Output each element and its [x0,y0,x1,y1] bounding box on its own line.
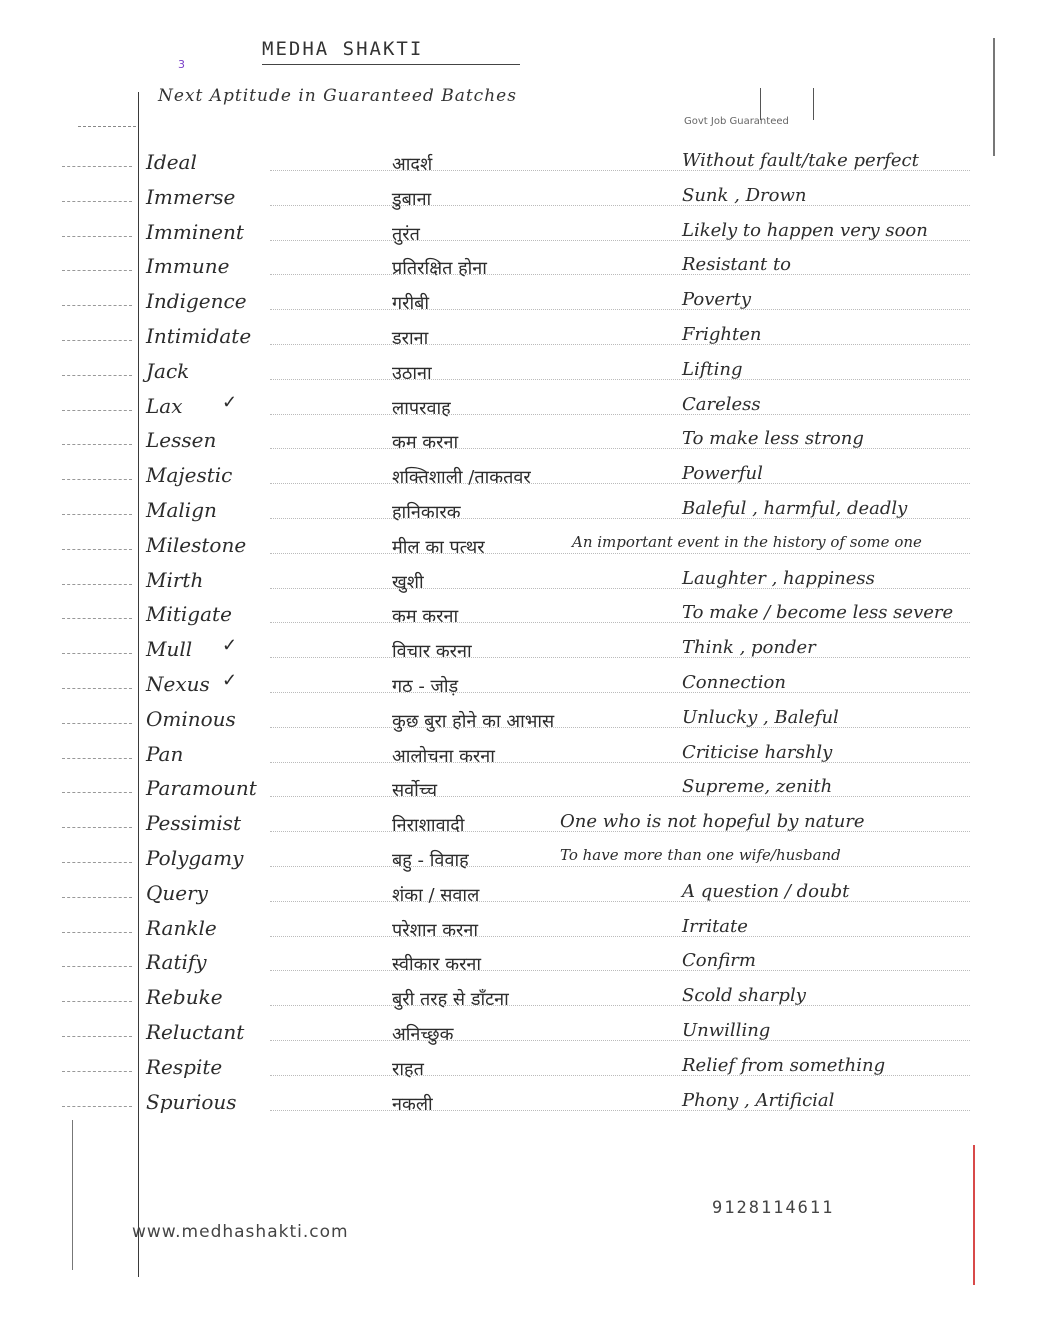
hindi-meaning: प्रतिरक्षित होना [392,258,487,280]
dotted-leader [270,901,970,902]
english-word: Lax [146,393,183,418]
hindi-meaning: हानिकारक [392,502,461,523]
hindi-meaning: गरीबी [392,293,430,315]
margin-tick [62,1071,132,1072]
list-item [0,252,1045,286]
list-item [0,531,1045,565]
list-item [0,774,1045,808]
english-word: Spurious [146,1089,237,1114]
english-meaning: Scold sharply [682,985,806,1007]
hindi-meaning: बुरी तरह से डाँटना [392,989,509,1011]
english-word: Reluctant [146,1020,245,1044]
english-word: Respite [146,1054,223,1079]
dotted-leader [270,205,970,206]
list-item [0,1018,1045,1052]
english-word: Intimidate [146,324,252,348]
margin-tick [62,758,132,759]
english-meaning: Unlucky , Baleful [682,706,839,728]
dotted-leader [270,727,970,728]
hindi-meaning: खुशी [392,571,424,593]
english-word: Ominous [146,706,236,731]
english-meaning: Sunk , Drown [682,184,807,206]
list-item [0,670,1045,704]
english-meaning: Frighten [682,324,762,345]
dotted-leader [270,448,970,449]
english-word: Ratify [146,950,207,975]
footer-phone: 9128114611 [712,1198,835,1218]
dotted-leader [270,414,970,415]
dotted-leader [270,936,970,937]
hindi-meaning: विचार करना [392,641,472,663]
margin-tick [62,688,132,689]
dotted-leader [270,309,970,310]
english-meaning: An important event in the history of some one [572,532,922,551]
english-meaning: Baleful , harmful, deadly [682,498,908,519]
english-meaning: Think , ponder [682,637,816,659]
hindi-meaning: राहत [392,1058,424,1080]
margin-tick [62,305,132,306]
english-word: Nexus [146,672,210,696]
dotted-leader [270,379,970,380]
english-meaning: Relief from something [682,1054,886,1076]
english-meaning: A question / doubt [682,880,850,902]
english-meaning: One who is not hopeful by nature [560,811,865,833]
english-meaning: To make / become less severe [682,602,954,624]
english-word: Mitigate [146,602,232,627]
english-meaning: Resistant to [682,254,792,276]
margin-tick [62,549,132,550]
hindi-meaning: आदर्श [392,154,433,175]
margin-tick [62,340,132,341]
dotted-leader [270,657,970,658]
list-item [0,183,1045,217]
margin-tick [62,410,132,411]
hindi-meaning: स्वीकार करना [392,954,482,976]
margin-tick [62,862,132,863]
english-meaning: Lifting [682,358,743,380]
dotted-leader [270,483,970,484]
english-meaning: Without fault/take perfect [682,150,919,171]
hindi-meaning: उठाना [392,362,432,384]
english-meaning: Supreme, zenith [682,776,833,798]
list-item [0,600,1045,634]
english-meaning: Criticise harshly [682,741,833,763]
english-word: Immerse [146,184,236,209]
english-meaning: To make less strong [682,428,864,450]
dotted-leader [270,796,970,797]
english-meaning: To have more than one wife/husband [560,846,841,864]
dotted-leader [270,553,970,554]
hindi-meaning: कुछ बुरा होने का आभास [392,710,555,732]
english-meaning: Powerful [682,463,763,485]
margin-tick [62,166,132,167]
hindi-meaning: निराशावादी [392,815,465,837]
hindi-meaning: कम करना [392,606,459,628]
page-edge [993,38,995,156]
stamp-note: Govt Job Guaranteed [684,116,789,127]
hindi-meaning: डराना [392,328,429,349]
english-word: Pessimist [146,811,241,836]
checkmark-icon: ✓ [222,635,238,657]
english-word: Milestone [146,532,247,557]
checkmark-icon: ✓ [222,670,238,691]
list-item [0,218,1045,252]
list-item [0,461,1045,495]
list-item [0,496,1045,530]
margin-tick [62,1106,132,1107]
english-word: Indigence [146,289,247,314]
list-item [0,1053,1045,1087]
margin-tick [62,514,132,515]
margin-tick [62,444,132,445]
dotted-leader [270,1040,970,1041]
english-word: Malign [146,498,217,522]
page-title: MEDHA SHAKTI [262,38,424,60]
margin-tick [62,584,132,585]
margin-tick [62,653,132,654]
margin-tick [62,1001,132,1002]
footer-url: www.medhashakti.com [132,1222,349,1242]
dotted-leader [270,762,970,763]
hindi-meaning: गठ - जोड़ [392,676,459,697]
english-word: Rankle [146,915,217,940]
margin-tick [62,201,132,202]
list-item [0,740,1045,774]
hindi-meaning: कम करना [392,432,459,454]
dotted-leader [270,970,970,971]
list-item [0,566,1045,600]
list-item [0,357,1045,391]
english-word: Polygamy [146,846,244,870]
list-item [0,322,1045,356]
dotted-leader [270,274,970,275]
list-item [0,635,1045,669]
margin-tick [62,966,132,967]
hindi-meaning: लापरवाह [392,397,451,419]
english-word: Immune [146,254,230,279]
dotted-leader [270,692,970,693]
english-meaning: Poverty [682,289,752,311]
english-word: Mull [146,637,193,662]
margin-tick [62,479,132,480]
english-meaning: Likely to happen very soon [682,219,928,241]
english-meaning: Unwilling [682,1020,771,1041]
list-item [0,148,1045,182]
english-word: Majestic [146,463,233,488]
english-meaning: Connection [682,672,786,693]
list-item [0,705,1045,739]
english-meaning: Phony , Artificial [682,1089,835,1111]
english-meaning: Confirm [682,950,756,972]
hindi-meaning: परेशान करना [392,919,479,941]
hindi-meaning: शंका / सवाल [392,884,480,906]
english-word: Paramount [146,776,257,801]
english-word: Ideal [146,150,197,174]
margin-tick [62,897,132,898]
margin-tick [62,792,132,793]
hindi-meaning: आलोचना करना [392,745,495,767]
margin-tick [62,1036,132,1037]
margin-tick [62,827,132,828]
hindi-meaning: अनिच्छुक [392,1024,454,1045]
page-subtitle: Next Aptitude in Guaranteed Batches [158,86,517,106]
margin-tick [62,236,132,237]
list-item [0,287,1045,321]
margin-line-lower [72,1120,73,1270]
hindi-meaning: तुरंत [392,223,420,245]
english-meaning: Irritate [682,915,748,937]
dotted-leader [270,866,970,867]
divider [78,126,136,127]
hindi-meaning: डुबाना [392,188,432,210]
hindi-meaning: शक्तिशाली /ताकतवर [392,467,531,489]
page-marker: 3 [178,58,185,71]
list-item [0,879,1045,913]
list-item [0,1088,1045,1122]
english-meaning: Laughter , happiness [682,567,875,589]
margin-tick [62,618,132,619]
list-item [0,983,1045,1017]
dotted-leader [270,1110,970,1111]
dotted-leader [270,1005,970,1006]
list-item [0,392,1045,426]
english-meaning: Careless [682,393,761,415]
margin-tick [62,723,132,724]
page-edge-red [973,1145,975,1285]
english-word: Query [146,880,208,905]
list-item [0,948,1045,982]
english-word: Rebuke [146,985,223,1010]
english-word: Mirth [146,567,204,592]
list-item [0,426,1045,460]
margin-tick [62,270,132,271]
margin-tick [62,932,132,933]
list-item [0,809,1045,843]
checkmark-icon: ✓ [222,391,238,413]
english-word: Pan [146,741,184,766]
list-item [0,844,1045,878]
english-word: Lessen [146,428,217,453]
title-underline [262,64,520,65]
english-word: Jack [146,358,190,383]
margin-tick [62,375,132,376]
hindi-meaning: मील का पत्थर [392,536,485,558]
hindi-meaning: सर्वोच्च [392,780,438,802]
dotted-leader [270,344,970,345]
hindi-meaning: नकली [392,1093,433,1115]
list-item [0,914,1045,948]
hindi-meaning: बहु - विवाह [392,850,469,871]
english-word: Imminent [146,219,244,244]
